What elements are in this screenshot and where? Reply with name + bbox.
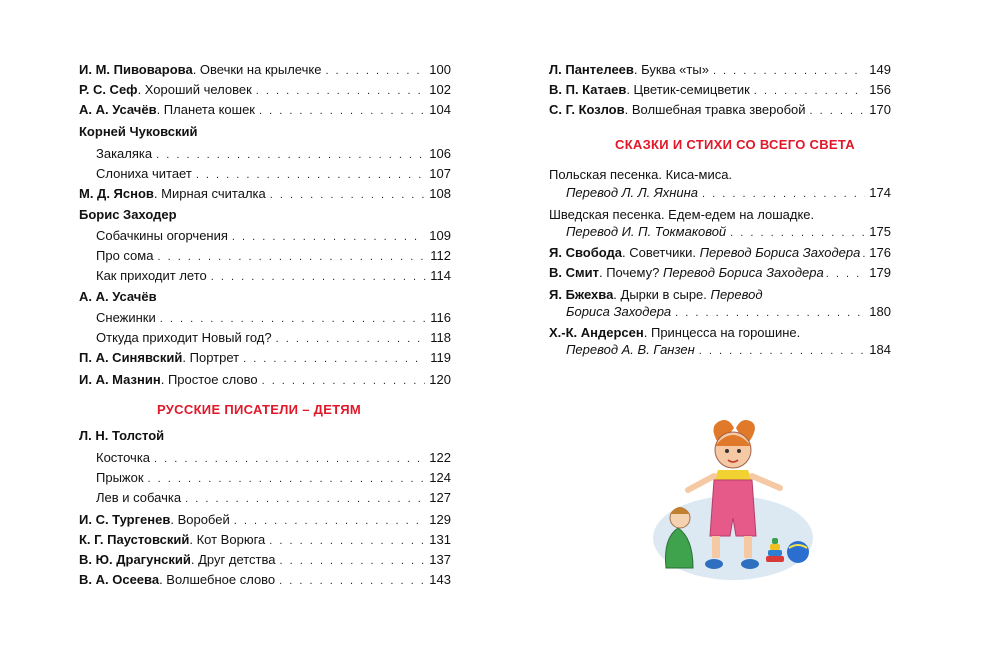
page-number: 143 (429, 572, 451, 587)
toc-entry[interactable] (79, 348, 451, 368)
author: А. А. Усачёв (79, 102, 157, 117)
author: Я. Бжехва (549, 287, 614, 302)
page-number: 127 (429, 490, 451, 505)
toc-entry[interactable] (79, 184, 451, 204)
toc-entry[interactable] (79, 80, 451, 100)
entry-line: Шведская песенка. Едем-едем на лошадке. (549, 207, 815, 222)
entry-title: Косточка (96, 450, 151, 465)
author-heading (79, 426, 451, 446)
entry-title: . Почему? (598, 265, 660, 280)
leader-dots (810, 101, 866, 121)
page-number: 176 (869, 245, 891, 260)
translator: Перевод А. В. Ганзен (566, 342, 695, 357)
page-number: 131 (429, 532, 451, 547)
toc-entry[interactable] (96, 246, 451, 266)
author-heading-text: А. А. Усачёв (79, 289, 157, 304)
page-number: 109 (429, 228, 451, 243)
page-number: 116 (430, 310, 451, 325)
entry-title: Прыжок (96, 470, 144, 485)
author: В. П. Катаев (549, 82, 627, 97)
page-number: 100 (429, 62, 451, 77)
toc-entry[interactable] (566, 183, 891, 203)
entry-title: Слониха читает (96, 166, 192, 181)
author: И. М. Пивоварова (79, 62, 193, 77)
page-number: 124 (429, 470, 451, 485)
page-number: 179 (869, 265, 891, 280)
translator: Перевод Бориса Заходера (699, 245, 861, 260)
toc-entry[interactable] (79, 60, 451, 80)
toc-entry[interactable] (96, 308, 451, 328)
page-number: 175 (869, 224, 891, 239)
author: Р. С. Сеф (79, 82, 138, 97)
author-heading (79, 287, 451, 307)
toc-entry[interactable] (566, 222, 891, 242)
page-number: 180 (869, 304, 891, 319)
page-number: 137 (429, 552, 451, 567)
leader-dots (157, 247, 426, 267)
leader-dots (262, 371, 426, 391)
entry-title: . Овечки на крылечке (192, 62, 322, 77)
page-number: 106 (429, 146, 451, 161)
leader-dots (259, 101, 425, 121)
leader-dots (325, 61, 425, 81)
leader-dots (243, 349, 426, 369)
author: Х.-К. Андерсен (549, 325, 644, 340)
leader-dots (862, 244, 865, 264)
toc-entry[interactable] (566, 302, 891, 322)
page-number: 170 (869, 102, 891, 117)
author-heading-text: Борис Заходер (79, 207, 177, 222)
entry-title: . Буква «ты» (633, 62, 709, 77)
leader-dots (156, 145, 425, 165)
toc-entry[interactable] (96, 144, 451, 164)
page-number: 184 (869, 342, 891, 357)
entry-title: . Воробей (170, 512, 230, 527)
toc-entry[interactable] (96, 328, 451, 348)
author: В. Ю. Драгунский (79, 552, 191, 567)
toc-entry[interactable] (79, 550, 451, 570)
author: Я. Свобода (549, 245, 622, 260)
leader-dots (234, 511, 426, 531)
toc-entry[interactable] (79, 370, 451, 390)
author: С. Г. Козлов (549, 102, 625, 117)
page-number: 102 (429, 82, 451, 97)
toc-entry[interactable] (96, 448, 451, 468)
entry-title: Снежинки (96, 310, 156, 325)
author: В. А. Осеева (79, 572, 160, 587)
toc-entry[interactable] (96, 226, 451, 246)
author-heading (79, 205, 451, 225)
toc-entry[interactable] (79, 510, 451, 530)
author: Л. Пантелеев (549, 62, 634, 77)
entry-title: . Принцесса на горошине. (643, 325, 801, 340)
author: М. Д. Яснов (79, 186, 154, 201)
page-number: 118 (430, 330, 451, 345)
entry-title: . Мирная считалка (153, 186, 266, 201)
leader-dots (148, 469, 426, 489)
toc-entry[interactable] (79, 100, 451, 120)
page-number: 149 (869, 62, 891, 77)
entry-title: . Простое слово (160, 372, 258, 387)
toc-entry[interactable] (79, 570, 451, 590)
leader-dots (280, 551, 426, 571)
leader-dots (160, 309, 427, 329)
author: И. А. Мазнин (79, 372, 161, 387)
page-number: 129 (429, 512, 451, 527)
leader-dots (675, 303, 865, 323)
entry-title: . Друг детства (190, 552, 276, 567)
page-number: 107 (429, 166, 451, 181)
entry-line: Польская песенка. Киса-миса. (549, 167, 733, 182)
entry-title: . Дырки в сыре. (613, 287, 707, 302)
translator: Перевод (710, 287, 763, 302)
author: П. А. Синявский (79, 350, 183, 365)
toc-entry[interactable] (79, 530, 451, 550)
leader-dots (154, 449, 425, 469)
leader-dots (270, 185, 426, 205)
page-number: 174 (869, 185, 891, 200)
entry-title: . Кот Ворюга (189, 532, 266, 547)
toc-entry[interactable] (96, 164, 451, 184)
page-number: 122 (429, 450, 451, 465)
page-number: 112 (430, 248, 451, 263)
translator: Перевод Бориса Заходера (662, 265, 824, 280)
girl-with-toys-illustration (648, 418, 818, 584)
entry-title: . Портрет (182, 350, 240, 365)
section-heading: СКАЗКИ И СТИХИ СО ВСЕГО СВЕТА (615, 137, 855, 152)
entry-title: . Волшебное слово (159, 572, 276, 587)
author: К. Г. Паустовский (79, 532, 190, 547)
author-heading (79, 122, 451, 142)
toc-entry[interactable] (549, 100, 891, 120)
entry-title: Как приходит лето (96, 268, 207, 283)
author: И. С. Тургенев (79, 512, 171, 527)
leader-dots (269, 531, 425, 551)
toc-entry[interactable] (96, 266, 451, 286)
leader-dots (713, 61, 865, 81)
toc-entry[interactable] (96, 488, 451, 508)
page-number: 114 (430, 268, 451, 283)
leader-dots (185, 489, 425, 509)
toc-entry[interactable] (549, 80, 891, 100)
entry-title: Лев и собачка (96, 490, 182, 505)
page-number: 104 (429, 102, 451, 117)
toc-entry[interactable] (566, 340, 891, 360)
ball-icon (787, 541, 809, 563)
leader-dots (826, 264, 866, 284)
author-heading-text: Корней Чуковский (79, 124, 198, 139)
toc-entry[interactable] (549, 263, 891, 283)
entry-title: . Хороший человек (137, 82, 252, 97)
entry-title: Про сома (96, 248, 154, 263)
toc-entry[interactable] (549, 243, 891, 263)
entry-title: Закаляка (96, 146, 153, 161)
leader-dots (256, 81, 426, 101)
leader-dots (196, 165, 425, 185)
leader-dots (279, 571, 425, 591)
page-number: 156 (869, 82, 891, 97)
entry-title: Собачкины огорчения (96, 228, 228, 243)
author: В. Смит (549, 265, 599, 280)
leader-dots (754, 81, 866, 101)
translator: Перевод Л. Л. Яхнина (566, 185, 699, 200)
leader-dots (699, 341, 866, 361)
leader-dots (232, 227, 425, 247)
entry-title: . Волшебная травка зверобой (624, 102, 806, 117)
entry-title: . Планета кошек (156, 102, 255, 117)
translator: Бориса Заходера (566, 304, 672, 319)
entry-title: . Цветик-семицветик (626, 82, 750, 97)
page-number: 119 (430, 350, 451, 365)
page-number: 108 (429, 186, 451, 201)
leader-dots (211, 267, 426, 287)
page-number: 120 (429, 372, 451, 387)
toc-entry[interactable] (96, 468, 451, 488)
translator: Перевод И. П. Токмаковой (566, 224, 727, 239)
toc-entry[interactable] (549, 60, 891, 80)
leader-dots (276, 329, 427, 349)
author-heading-text: Л. Н. Толстой (79, 428, 165, 443)
section-heading: РУССКИЕ ПИСАТЕЛИ – ДЕТЯМ (157, 402, 362, 417)
entry-title: . Советчики. (622, 245, 696, 260)
leader-dots (702, 184, 865, 204)
entry-title: Откуда приходит Новый год? (96, 330, 272, 345)
leader-dots (730, 223, 865, 243)
